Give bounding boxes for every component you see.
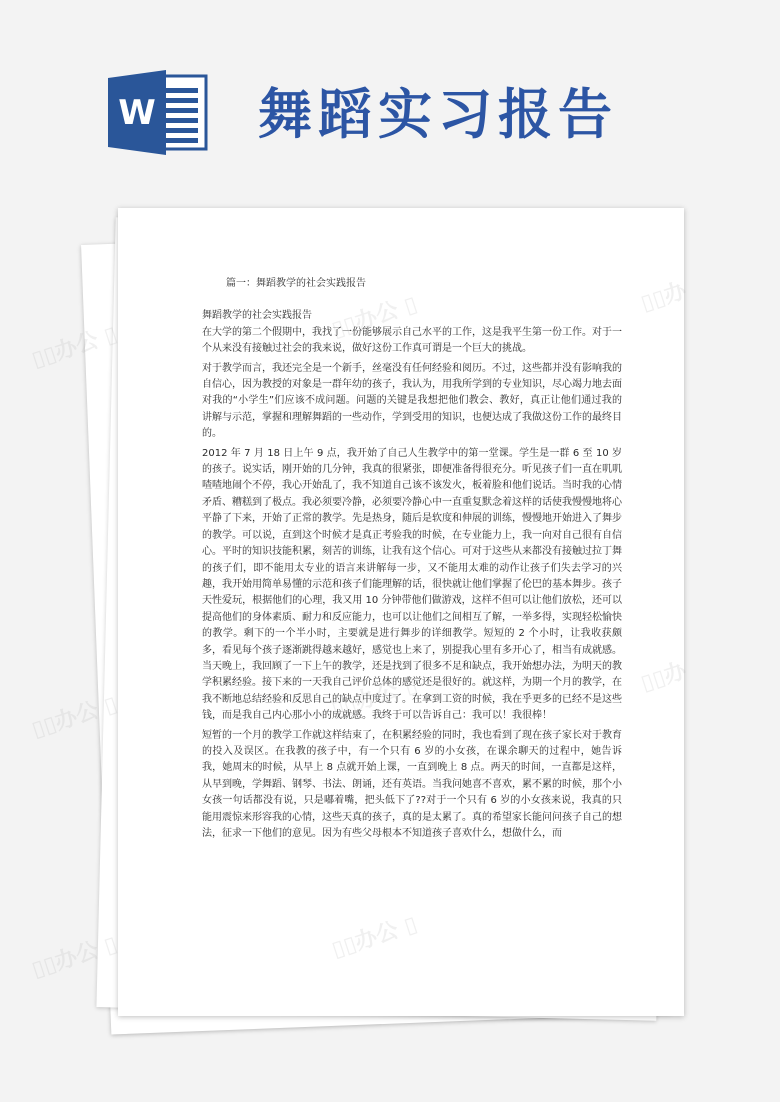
document-subheading: 舞蹈教学的社会实践报告 [202,310,312,322]
document-body [202,276,622,845]
document-paragraph: 2012 年 7 月 18 日上午 9 点，我开始了自己人生教学中的第一堂课。学生是一群 6 至 10 岁的孩子。说实话，刚开始的几分钟，我真的很紧张，即便准备得很充分。听见孩子们一直在叽叽喳喳地闹个不停，我心开始乱了，我不知道自己该不该发火，板着脸和他们说话。当时我的心情矛盾、糟糕到了极点。我必须要冷静，必须要冷静心中一直重复默念着这样的话使我慢慢地将心平静了下来，开始了正常的教学。先是热身，随后是软度和伸展的训练，慢慢地开始进入了舞步的教学。可以说，直到这个时候才是真正考验我的时候，在专业能力上，我一向对自己很有自信心。平时的知识技能积累，刻苦的训练，让我有这个信心。可对于这些从来都没有接触过拉丁舞的孩子们，即不能用太专业的语言来讲解每一步，又不能用太难的动作让孩子们失去学习的兴趣，我开始用简单易懂的示范和孩子们能理解的话，很快就让他们掌握了伦巴的基本舞步。孩子天性爱玩，根据他们的心理，我又用 10 分钟带他们做游戏，这样不但可以让他们放松，还可以提高他们的身体素质、耐力和反应能力，也可以让他们之间相互了解，一举多得，实现轻松愉快的教学。剩下的一个半小时，主要就是进行舞步的详细教学。短短的 2 个小时，让我收获颇多，看见每个孩子逐渐跳得越来越好，感觉也上来了，别提我心里有多开心了，相当有成就感。当天晚上，我回顾了一下上午的教学，还是找到了很多不足和缺点，我开始想办法，为明天的教学积累经验。接下来的一天我自己评价总体的感觉还是很好的。就这样，为期一个月的教学，在我不断地总结经验和反思自己的缺点中度过了。在拿到工资的时候，我在乎更多的已经不是这些钱，而是我自己内心那小小的成就感。我终于可以告诉自己：我可以！我很棒！ [202,447,622,722]
document-heading: 篇一：舞蹈教学的社会实践报告 [226,278,366,289]
word-document-icon [108,70,208,155]
watermark: ▯▯办公 ▯ [28,931,121,983]
document-paragraph: 短暂的一个月的教学工作就这样结束了，在积累经验的同时，我也看到了现在孩子家长对于教育的投入及误区。在我教的孩子中，有一个只有 6 岁的小女孩，在课余聊天的过程中，她告诉我，她周末的时候，从早上 8 点就开始上课，一直到晚上 8 点。两天的时间，一直都是这样，从早到晚，学舞蹈、钢琴、书法、朗诵，还有英语。当我问她喜不喜欢，累不累的时候，那个小女孩一句话都没有说，只是嘟着嘴，把头低下了??对于一个只有 6 岁的小女孩来说，我真的只能用震惊来形容我的心情，这些天真的孩子，真的是太累了。真的希望家长能问问孩子自己的想法，征求一下他们的意见。因为有些父母根本不知道孩子喜欢什么，想做什么，而 [202,729,622,839]
document-paragraph: 在大学的第二个假期中，我找了一份能够展示自己水平的工作，这是我平生第一份工作。对于一个从来没有接触过社会的我来说，做好这份工作真可谓是一个巨大的挑战。 [202,326,622,355]
page-title: 舞蹈实习报告 [258,82,618,146]
watermark: ▯▯办公 ▯ [28,321,121,373]
document-paragraph: 对于教学而言，我还完全是一个新手，丝毫没有任何经验和阅历。不过，这些都并没有影响我的自信心，因为教授的对象是一群年幼的孩子，我认为，用我所学到的专业知识，尽心竭力地去面对我的“小学生”们应该不成问题。问题的关键是我想把他们教会、教好，真正让他们通过我的讲解与示范，掌握和理解舞蹈的一些动作，学到受用的知识，也便达成了我做这份工作的最终目的。 [202,362,622,440]
word-logo-letter: W [118,93,156,133]
page-header [0,0,780,200]
document-page [118,208,684,1016]
watermark: ▯▯办公 ▯ [28,691,121,743]
